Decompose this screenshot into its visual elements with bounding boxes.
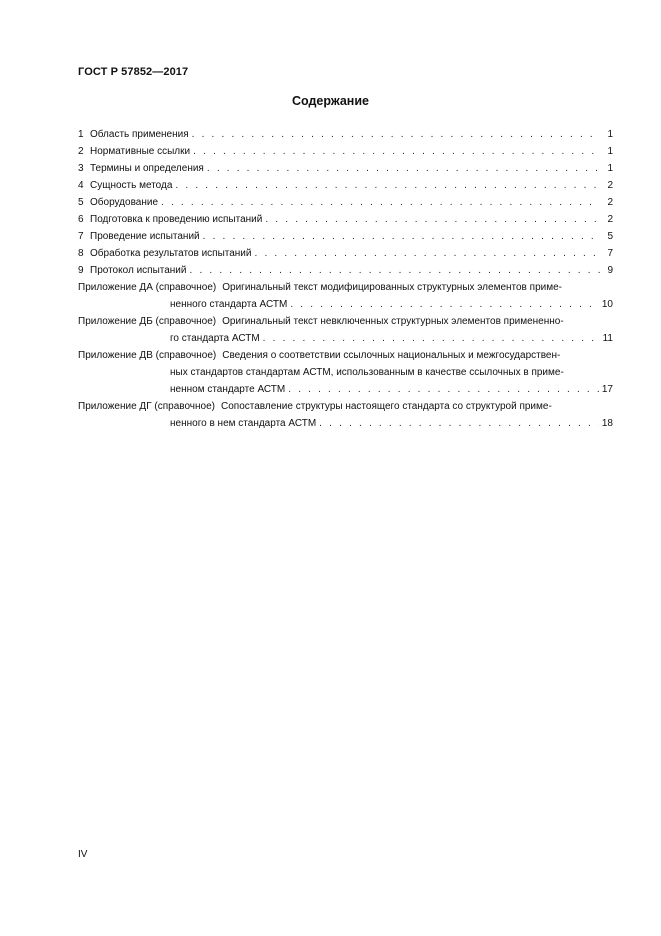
toc-appendix-entry[interactable] — [78, 347, 613, 398]
toc-entry-number: 1 — [78, 129, 84, 140]
toc-entry-number: 8 — [78, 248, 84, 259]
page-title: Содержание — [291, 94, 369, 108]
toc-entry-page: 2 — [607, 197, 613, 208]
dot-leader — [265, 211, 600, 228]
appendix-title-line: ных стандартов стандартам АСТМ, использованным в качестве ссылочных в приме- — [170, 367, 564, 378]
appendix-last-line — [78, 415, 613, 432]
appendix-title-line: го стандарта АСТМ — [170, 333, 260, 344]
appendix-title-line: Сопоставление структуры настоящего стандарта со структурой приме- — [221, 401, 552, 412]
toc-entry-page: 1 — [607, 146, 613, 157]
dot-leader — [263, 330, 600, 347]
toc-entry-label: Сущность метода — [90, 180, 173, 191]
appendix-title-line: Оригинальный текст невключенных структурных элементов примененно- — [222, 316, 564, 327]
toc-entry-label: Подготовка к проведению испытаний — [90, 214, 263, 225]
toc-entry[interactable] — [78, 160, 613, 177]
toc-entry-page: 5 — [607, 231, 613, 242]
toc-appendix-entry[interactable] — [78, 313, 613, 347]
appendix-first-line — [78, 347, 613, 364]
appendix-label: Приложение ДГ (справочное) — [78, 401, 215, 412]
table-of-contents — [78, 126, 613, 432]
appendix-title-line: Сведения о соответствии ссылочных национальных и межгосударствен- — [222, 350, 561, 361]
toc-entry-page: 2 — [607, 214, 613, 225]
toc-entry-page: 7 — [607, 248, 613, 259]
dot-leader — [161, 194, 600, 211]
appendix-page: 11 — [602, 333, 613, 344]
toc-entry-label: Оборудование — [90, 197, 159, 208]
toc-entry-number: 2 — [78, 146, 84, 157]
dot-leader — [319, 415, 599, 432]
appendix-page: 18 — [601, 418, 613, 429]
toc-appendix-entry[interactable] — [78, 279, 613, 313]
appendix-last-line — [78, 381, 613, 398]
toc-entry[interactable] — [78, 245, 613, 262]
page-number: IV — [78, 849, 88, 860]
dot-leader — [193, 143, 600, 160]
appendix-first-line — [78, 279, 613, 296]
toc-entry[interactable] — [78, 126, 613, 143]
appendix-title-line: Оригинальный текст модифицированных структурных элементов приме- — [222, 282, 562, 293]
dot-leader — [290, 296, 599, 313]
toc-entry[interactable] — [78, 143, 613, 160]
toc-entry-page: 9 — [607, 265, 613, 276]
appendix-title-line: ненного стандарта АСТМ — [170, 299, 288, 310]
toc-entry-number: 6 — [78, 214, 84, 225]
toc-entry[interactable] — [78, 262, 613, 279]
appendix-label: Приложение ДВ (справочное) — [78, 350, 217, 361]
dot-leader — [207, 160, 600, 177]
dot-leader — [175, 177, 600, 194]
toc-entry-label: Нормативные ссылки — [90, 146, 191, 157]
toc-entry-label: Область применения — [90, 129, 189, 140]
appendix-last-line — [78, 296, 613, 313]
appendix-label: Приложение ДА (справочное) — [78, 282, 217, 293]
appendix-label: Приложение ДБ (справочное) — [78, 316, 217, 327]
toc-entry-number: 7 — [78, 231, 84, 242]
toc-entry-label: Обработка результатов испытаний — [90, 248, 252, 259]
appendix-title-line: ненного в нем стандарта АСТМ — [170, 418, 317, 429]
dot-leader — [192, 126, 600, 143]
dot-leader — [254, 245, 600, 262]
toc-appendix-list — [78, 279, 613, 432]
toc-entry-number: 5 — [78, 197, 84, 208]
appendix-first-line — [78, 313, 613, 330]
appendix-first-line — [78, 398, 613, 415]
appendix-last-line — [78, 330, 613, 347]
document-code: ГОСТ Р 57852—2017 — [78, 66, 189, 78]
appendix-page: 17 — [601, 384, 613, 395]
dot-leader — [203, 228, 600, 245]
dot-leader — [288, 381, 599, 398]
appendix-page: 10 — [601, 299, 613, 310]
toc-entry[interactable] — [78, 228, 613, 245]
toc-entry-number: 4 — [78, 180, 84, 191]
toc-entry[interactable] — [78, 177, 613, 194]
toc-appendix-entry[interactable] — [78, 398, 613, 432]
appendix-title-line: ненном стандарте АСТМ — [170, 384, 286, 395]
toc-entry[interactable] — [78, 194, 613, 211]
toc-entry-label: Проведение испытаний — [90, 231, 200, 242]
toc-section-list — [78, 126, 613, 279]
toc-entry-page: 1 — [607, 163, 613, 174]
dot-leader — [189, 262, 600, 279]
toc-entry-number: 3 — [78, 163, 84, 174]
toc-entry-page: 1 — [607, 129, 613, 140]
toc-entry-label: Термины и определения — [90, 163, 204, 174]
toc-entry[interactable] — [78, 211, 613, 228]
toc-entry-label: Протокол испытаний — [90, 265, 187, 276]
toc-entry-page: 2 — [607, 180, 613, 191]
toc-entry-number: 9 — [78, 265, 84, 276]
